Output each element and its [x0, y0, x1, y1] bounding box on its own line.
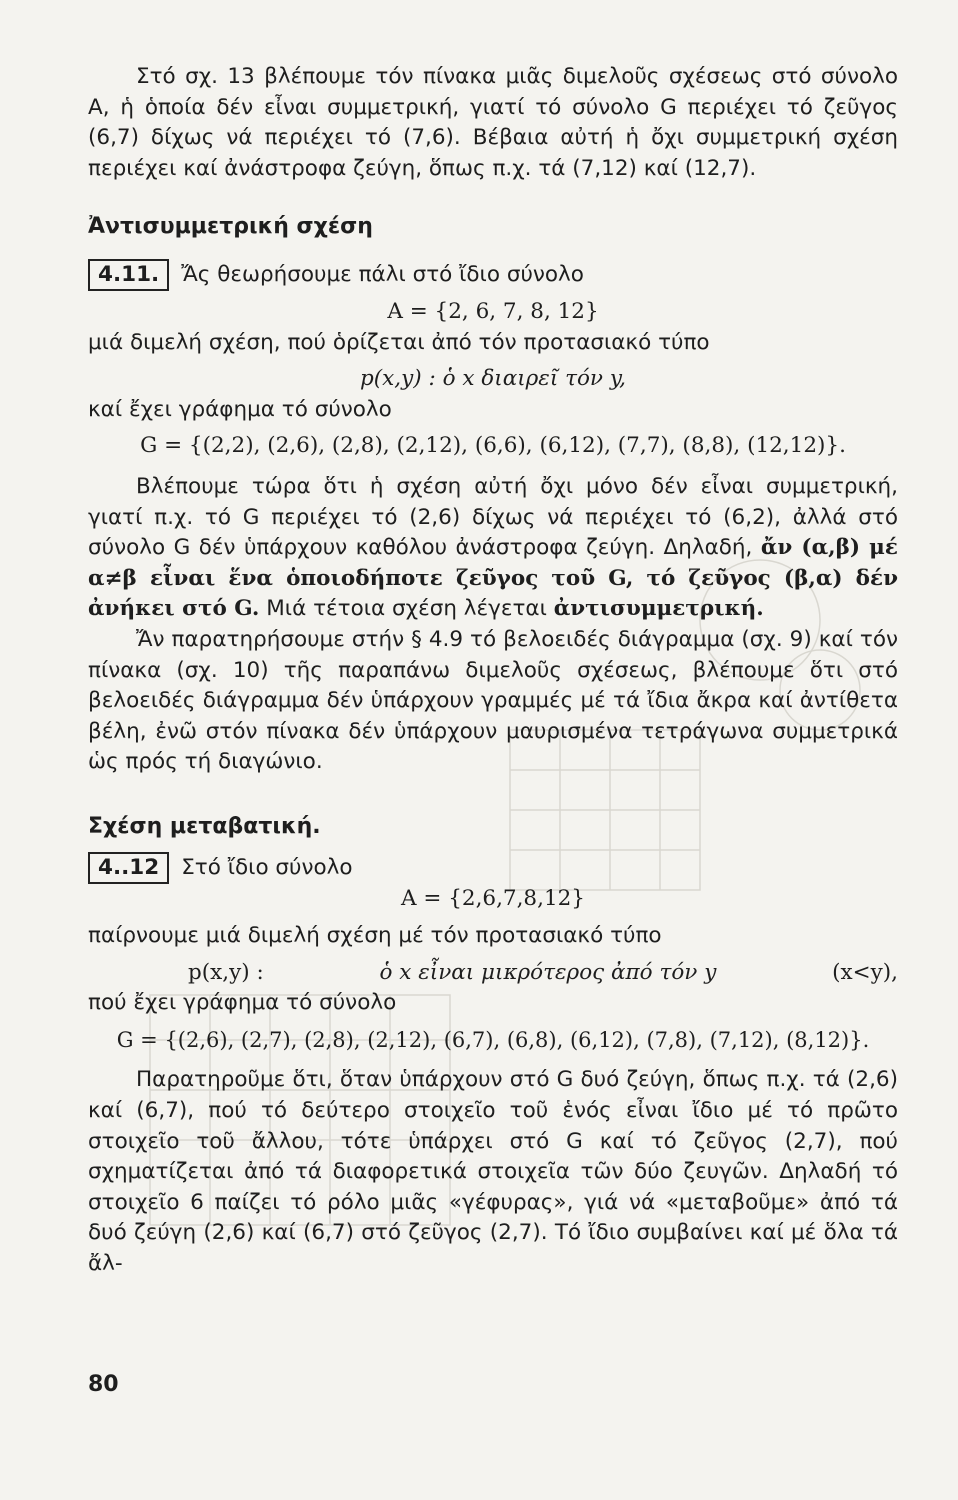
page-content [88, 62, 898, 1280]
relation-text: παίρνουμε μιά διμελή σχέση μέ τόν προτασιακό τύπο [88, 923, 662, 949]
set-g-formula: G = {(2,6), (2,7), (2,8), (2,12), (6,7), (6,8), (6,12), (7,8), (7,12), (8,12)}. [116, 1027, 870, 1052]
predicate-right: (x<y), [832, 959, 898, 985]
predicate-left: p(x,y) : [188, 959, 264, 985]
explanation-text: Βλέπουμε τώρα ὅτι ἡ σχέση αὐτή ὄχι μόνο δέν εἶναι συμμετρική, γιατί π.χ. τό G περιέχει τό (2,6) δίχως νά περιέχει τό (6,2), ἀλλά στό σύνολο G δέν ὑπάρχουν καθόλου ἀνάστροφα ζεύγη. Δηλαδή, [88, 473, 898, 561]
diagram-remark-paragraph: Ἄν παρατηρήσουμε στήν § 4.9 τό βελοειδές διάγραμμα (σχ. 9) καί τόν πίνακα (σχ. 10) τῆς παραπάνω διμελοῦς σχέσεως, βλέπουμε ὅτι στό βελοειδές διάγραμμα δέν ὑπάρχουν γραμμές μέ τά ἴδια ἄκρα καί ἀντίθετα βέλη, ἐνῶ στόν πίνακα δέν ὑπάρχουν μαυρισμένα τετράγωνα συμμετρικά ὡς πρός τή διαγώνιο. [88, 626, 898, 775]
section-4-12-intro [88, 852, 898, 884]
predicate-middle: ὁ x εἶναι μικρότερος ἀπό τόν y [379, 959, 717, 985]
intro-paragraph: Στό σχ. 13 βλέπουμε τόν πίνακα μιᾶς διμελοῦς σχέσεως στό σύνολο Α, ἡ ὁποία δέν εἶναι συμμετρική, γιατί τό σύνολο G περιέχει τό ζεῦγος (6,7) δίχως νά περιέχει τό (7,6). Βέβαια αὐτή ἡ ὄχι συμμετρική σχέση περιέχει καί ἀνάστροφα ζεύγη, ὅπως π.χ. τά (7,12) καί (12,7). [88, 64, 898, 181]
transitive-explanation: Παρατηροῦμε ὅτι, ὅταν ὑπάρχουν στό G δυό ζεύγη, ὅπως π.χ. τά (2,6) καί (6,7), πού τό δεύτερο στοιχεῖο τοῦ ἑνός εἶναι ἴδιο μέ τό πρῶτο στοιχεῖο τοῦ ἄλλου, τότε ὑπάρχει στό G καί τό ζεῦγος (2,7), πού σχηματίζεται ἀπό τά διαφορετικά στοιχεῖα τῶν δύο ζευγῶν. Δηλαδή τό στοιχεῖο 6 παίζει τό ρόλο μιᾶς «γέφυρας», γιά νά «μεταβοῦμε» ἀπό τά δυό ζεύγη (2,6) καί (6,7) στό ζεῦγος (2,7). Τό ἴδιο συμβαίνει καί μέ ὅλα τά ἄλ- [88, 1067, 898, 1276]
antisymmetric-explanation [88, 472, 898, 625]
set-a-formula: Α = {2, 6, 7, 8, 12} [387, 298, 599, 324]
definition-text: Μιά τέτοια σχέση λέγεται [266, 596, 547, 622]
predicate-formula: p(x,y) : ὁ x διαιρεῖ τόν y, [360, 366, 626, 392]
relation-text: μιά διμελή σχέση, πού ὁρίζεται ἀπό τόν προτασιακό τύπο [88, 329, 710, 355]
graph-text: πού ἔχει γράφημα τό σύνολο [88, 990, 397, 1016]
page-number: 80 [88, 1372, 119, 1397]
set-a-formula: Α = {2,6,7,8,12} [401, 886, 585, 912]
section-intro-text: Ἄς θεωρήσουμε πάλι στό ἴδιο σύνολο [181, 261, 584, 287]
transitive-heading: Σχέση μεταβατική. [88, 813, 321, 839]
definition-term: ἀντισυμμετρική. [553, 596, 764, 622]
section-number-box: 4..12 [88, 852, 169, 884]
graph-text: καί ἔχει γράφημα τό σύνολο [88, 396, 392, 422]
set-g-formula: G = {(2,2), (2,6), (2,8), (2,12), (6,6), (6,12), (7,7), (8,8), (12,12)}. [140, 433, 846, 459]
predicate-formula [88, 958, 898, 989]
antisymmetric-heading: Ἀντισυμμετρική σχέση [88, 214, 373, 240]
section-4-11-intro [88, 259, 898, 291]
explanation-bold: ἄν (α,β) μέ α≠β εἶναι ἕνα ὁποιοδήποτε ζεῦγος τοῦ G, τό ζεῦγος (β,α) δέν ἀνήκει στό G. [88, 535, 898, 622]
section-intro-text: Στό ἴδιο σύνολο [181, 855, 353, 881]
section-number-box: 4.11. [88, 259, 169, 291]
